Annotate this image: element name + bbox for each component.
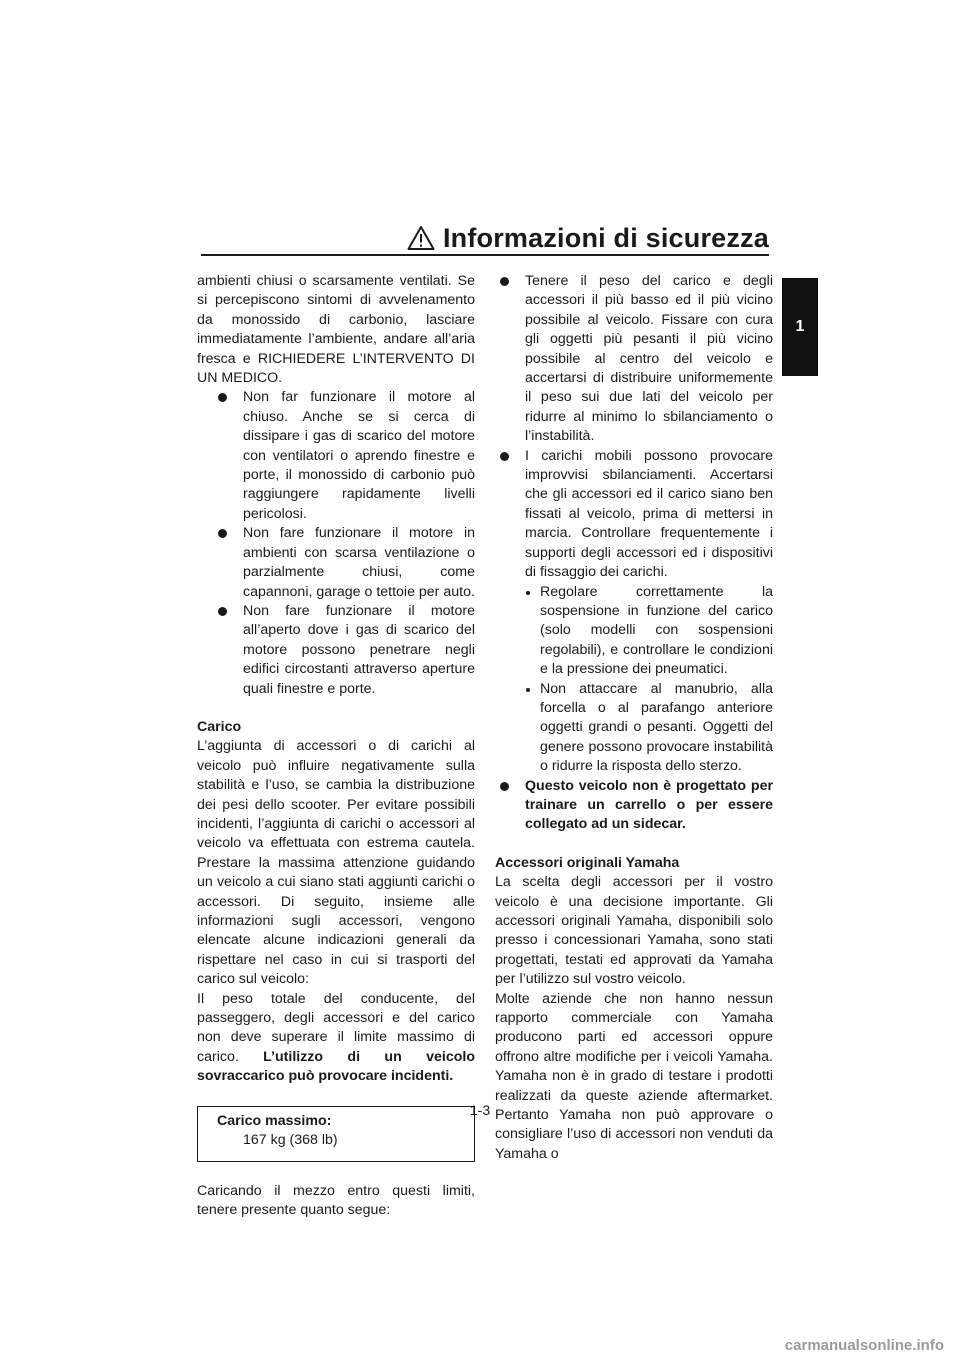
bullet-text: Non fare funzionare il motore all’aperto dove i gas di scarico del motore possono penetrare negli edifici circostanti attraverso aperture quali finestre e porte. <box>243 602 475 697</box>
list-item <box>495 272 773 447</box>
load-paragraph: L’aggiunta di accessori o di carichi al veicolo può influire negativamente sulla stabilità e l’uso, se cambia la distribuzione dei pesi dello scooter. Per evitare possibili incidenti, l’aggiunta di carichi o accessori al veicolo va effettuata con estrema cautela. Prestare la massima attenzione guidando un veicolo a cui siano stati aggiunti carichi o accessori. Di seguito, insieme alle informazioni sugli accessori, vengono elencate alcune indicazioni generali da rispettare nel caso in cui si trasporti del carico sul veicolo: <box>197 738 475 988</box>
left-column <box>197 272 475 1220</box>
chapter-tab[interactable]: 1 <box>782 278 818 376</box>
sub-bullet-text: Regolare correttamente la sospensione in funzione del carico (solo modelli con sospensioni regolabili), e controllare le condizioni e la pressione dei pneumatici. <box>540 583 773 678</box>
bullet-icon <box>218 393 227 402</box>
bullet-icon <box>500 782 509 791</box>
weight-text: Il peso totale del conducente, del passeggero, degli accessori e del carico non deve superare il limite massimo di carico. <box>197 990 475 1065</box>
section-heading-accessori: Accessori originali Yamaha <box>495 854 680 871</box>
bullet-icon <box>500 277 509 286</box>
trailer-warning: Questo veicolo non è progettato per trainare un carrello o per essere collegato ad un sidecar. <box>525 777 773 833</box>
sub-bullet-text: Non attaccare al manubrio, alla forcella o al parafango anteriore oggetti grandi o pesanti. Oggetti del genere possono provocare instabilità o ridurre la risposta dello sterzo. <box>540 680 773 775</box>
page-header <box>407 222 769 254</box>
max-load-label: Carico massimo: <box>217 1112 332 1129</box>
page-title: Informazioni di sicurezza <box>442 223 769 253</box>
bullet-text: I carichi mobili possono provocare improvvisi sbilanciamenti. Accertarsi che gli accessori ed il carico siano ben fissati al veicolo, prima di mettersi in marcia. Controllare frequentemente i supporti degli accessori ed i dispositivi di fissaggio dei carichi. <box>525 447 773 581</box>
aftermarket-paragraph: Molte aziende che non hanno nessun rapporto commerciale con Yamaha producono parti ed accessori oppure offrono altre modifiche per i veicoli Yamaha. Yamaha non è in grado di testare i prodotti realizzati da queste aziende aftermarket. Pertanto Yamaha non può approvare o consigliare l’uso di accessori non venduti da Yamaha o <box>495 990 773 1162</box>
bullet-icon <box>218 607 227 616</box>
page-number: 1-3 <box>469 1102 491 1118</box>
list-item <box>213 602 475 699</box>
loading-note: Caricando il mezzo entro questi limiti, tenere presente quanto segue: <box>197 1182 475 1219</box>
list-item <box>495 777 773 835</box>
bullet-text: Non far funzionare il motore al chiuso. Anche se si cerca di dissipare i gas di scarico del motore con ventilatori o aprendo finestre e porte, il monossido di carbonio può raggiungere rapidamente livelli pericolosi. <box>243 389 475 522</box>
intro-paragraph: ambienti chiusi o scarsamente ventilati. Se si percepiscono sintomi di avvelenamento da monossido di carbonio, lasciare immediatamente l’ambiente, andare all’aria fresca e RICHIEDERE L’INTERVENTO DI UN MEDICO. <box>197 273 475 387</box>
sub-list-item <box>495 680 773 777</box>
list-item <box>213 388 475 524</box>
header-divider <box>201 254 769 256</box>
list-item <box>495 447 773 583</box>
overload-warning: L’utilizzo di un veicolo sovraccarico può provocare incidenti. <box>197 1048 475 1085</box>
bullet-text: Tenere il peso del carico e degli accessori il più basso ed il più vicino possibile al veicolo. Fissare con cura gli oggetti più pesanti il più vicino possibile al centro del veicolo e accertarsi di distribuire uniformemente il peso sui due lati del veicolo per ridurre al minimo lo sbilanciamento o l’instabilità. <box>525 273 773 445</box>
max-load-value: 167 kg (368 lb) <box>243 1132 338 1149</box>
bullet-text: Non fare funzionare il motore in ambienti con scarsa ventilazione o parzialmente chiusi, come capannoni, garage o tettoie per auto. <box>243 525 475 600</box>
sub-bullet-icon <box>526 688 530 692</box>
sub-bullet-icon <box>526 591 530 595</box>
right-column <box>495 272 773 1164</box>
accessories-paragraph: La scelta degli accessori per il vostro veicolo è una decisione importante. Gli accessori originali Yamaha, disponibili solo presso i concessionari Yamaha, sono stati progettati, testati ed approvati da Yamaha per l’utilizzo sul vostro veicolo. <box>495 874 773 988</box>
warning-triangle-icon <box>407 225 435 251</box>
bullet-icon <box>500 452 509 461</box>
co-warning-list <box>197 388 475 699</box>
section-heading-carico: Carico <box>197 718 242 735</box>
list-item <box>213 524 475 602</box>
weight-paragraph <box>197 990 475 1087</box>
watermark: carmanualsonline.info <box>784 1337 944 1354</box>
sub-list-item <box>495 583 773 680</box>
bullet-icon <box>218 529 227 538</box>
